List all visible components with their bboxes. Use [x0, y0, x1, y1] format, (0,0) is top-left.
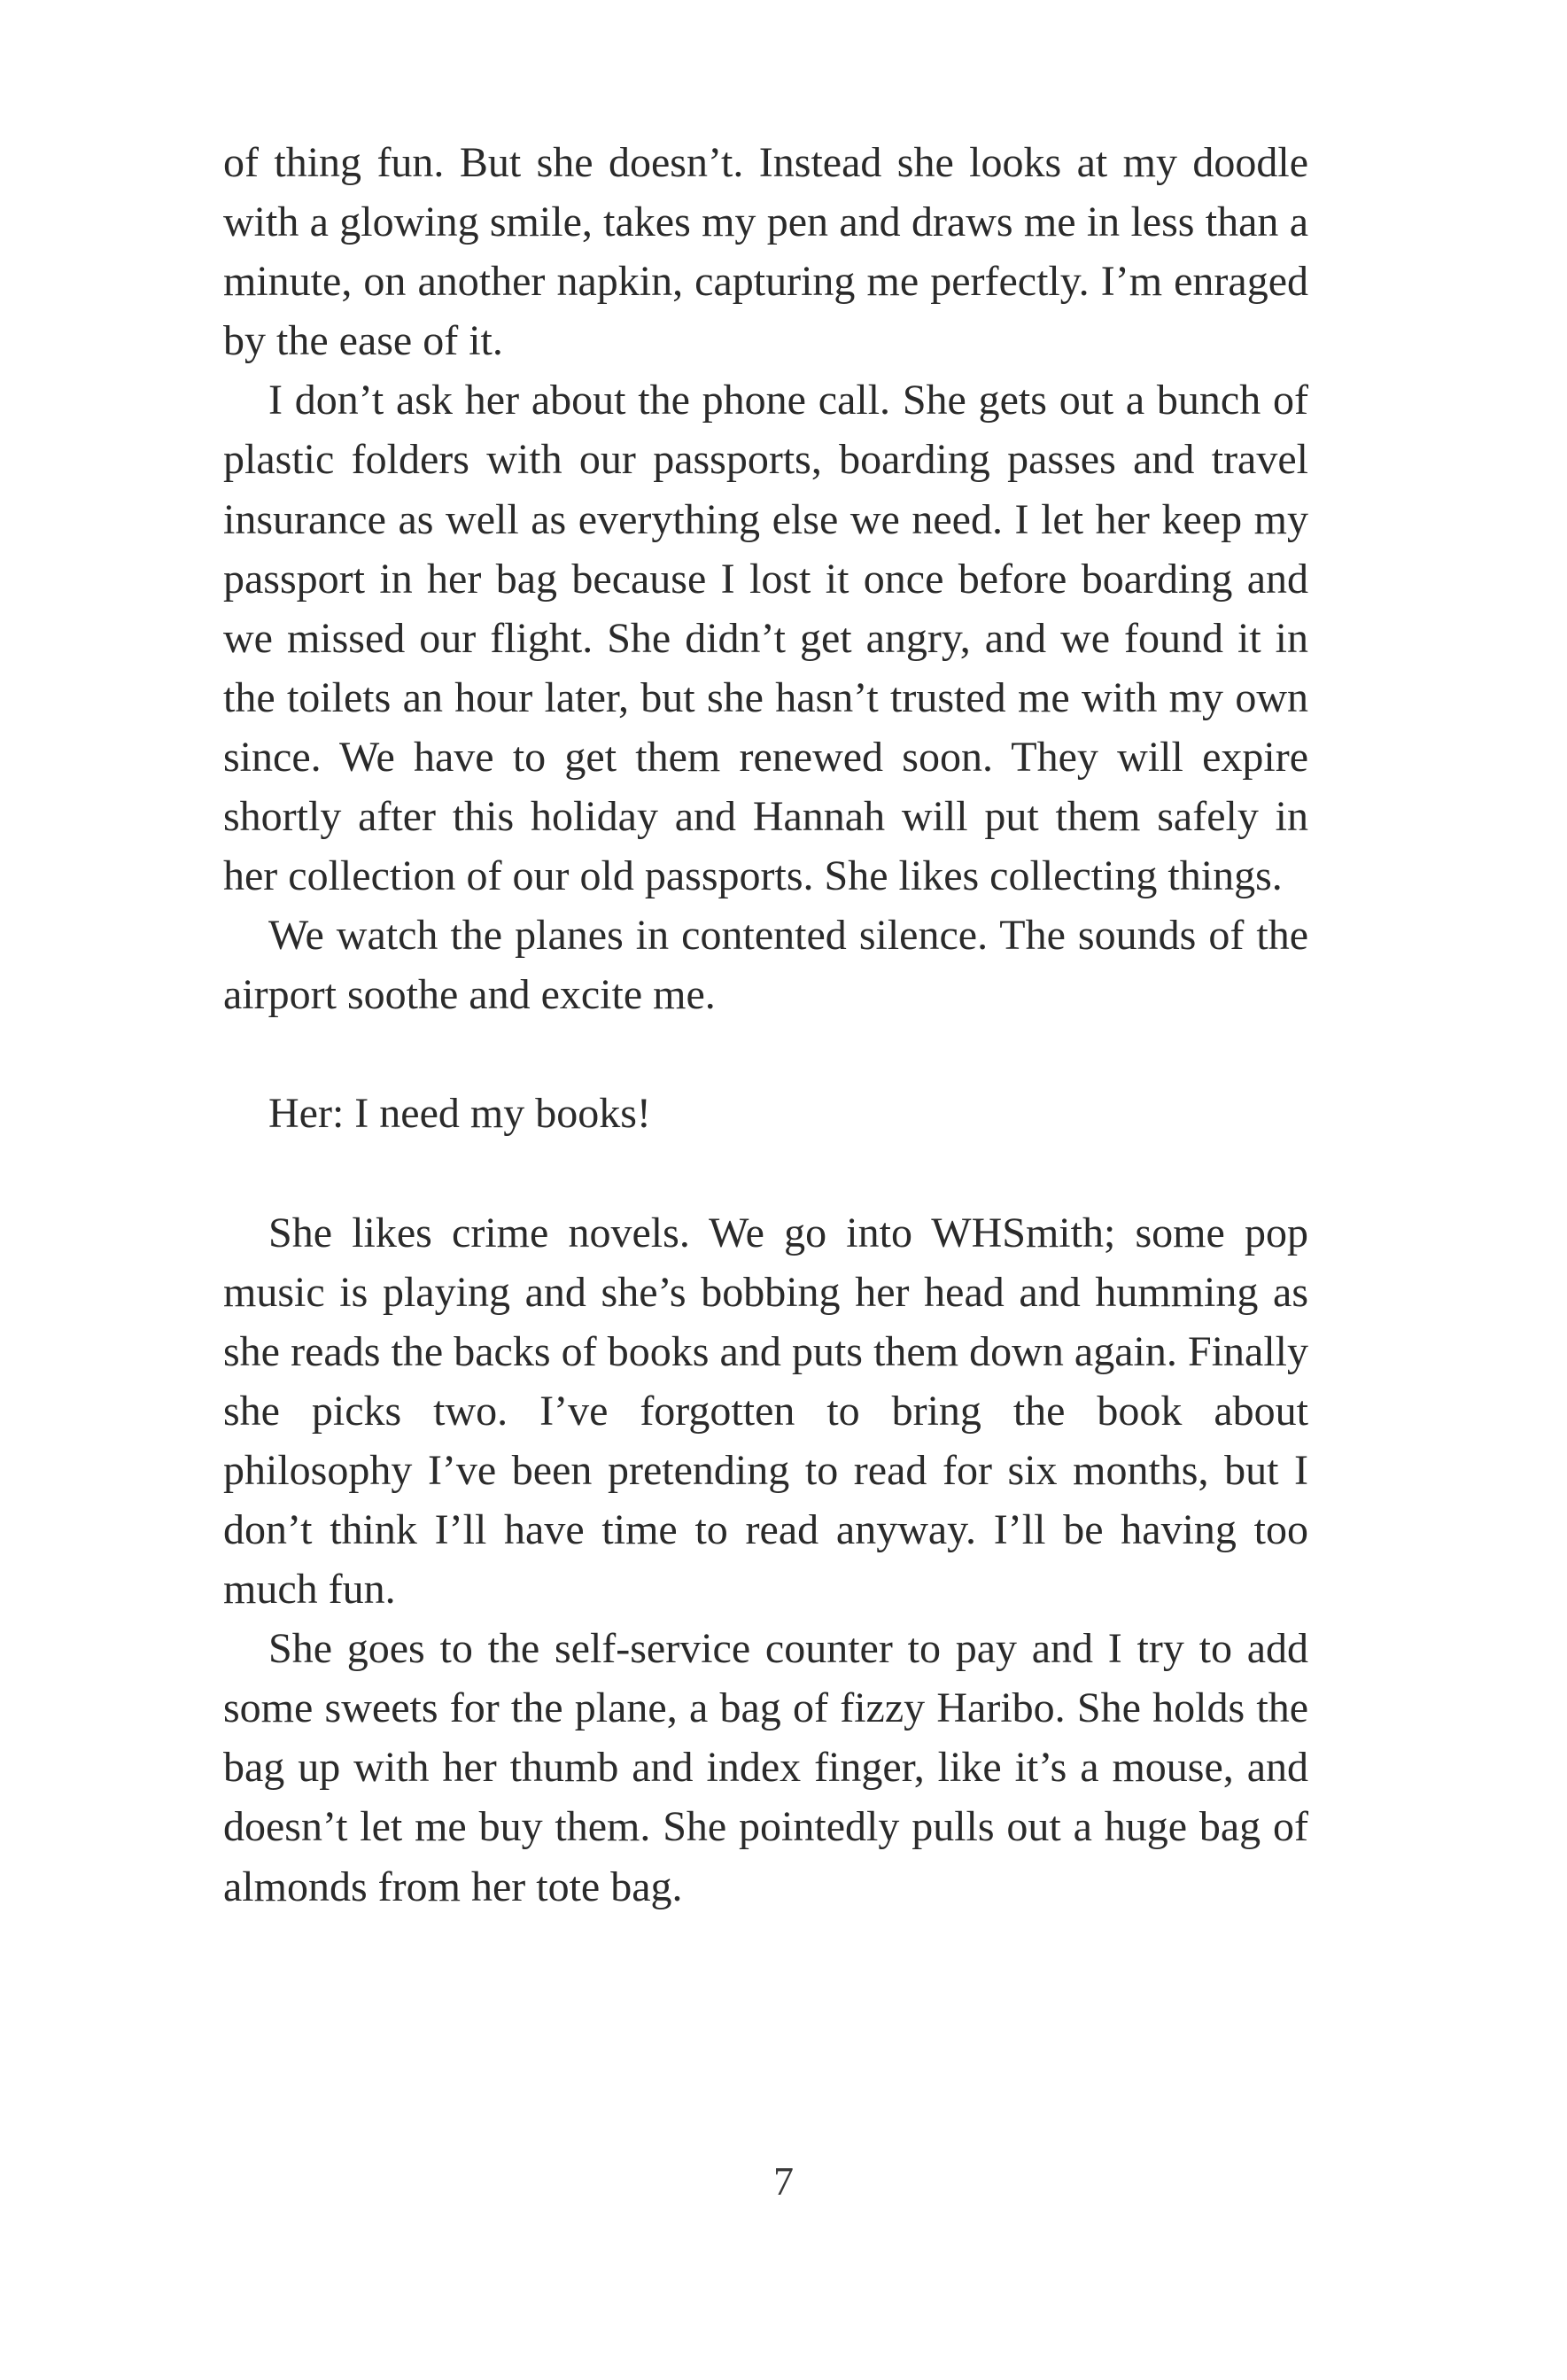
paragraph-sweets: She goes to the self-service counter to pay and I try to add some sweets for the plane, a bag of fizzy Haribo. She holds the bag up with her thumb and index finger, like it’s a mouse, and doesn’t let me buy them. She pointedly pulls out a huge bag of almonds from her tote bag. — [223, 1625, 1308, 1910]
paragraph-passports: I don’t ask her about the phone call. She gets out a bunch of plastic folders with our passports, boarding passes and travel insurance as well as everything else we need. I let her keep my passport in her bag because I lost it once before boarding and we missed our flight. She didn’t get angry, and we found it in the toilets an hour later, but she hasn’t trusted me with my own since. We have to get them renewed soon. They will expire shortly after this holiday and Hannah will put them safely in her collection of our old passports. She likes collecting things. — [223, 377, 1308, 900]
paragraph-bookshop: She likes crime novels. We go into WHSmith; some pop music is playing and she’s bobbing her head and humming as she reads the backs of books and puts them down again. Finally she picks two. I’ve forgotten to bring the book about philosophy I’ve been pretending to read for six months, but I don’t think I’ll have time to read anyway. I’ll be having too much fun. — [223, 1209, 1308, 1614]
body-text — [223, 133, 1308, 1917]
page-number: 7 — [773, 2158, 794, 2204]
paragraph-planes: We watch the planes in contented silence. The sounds of the airport soothe and excite me. — [223, 912, 1308, 1019]
paragraph-continued: of thing fun. But she doesn’t. Instead she looks at my doodle with a glowing smile, takes my pen and draws me in less than a minute, on another napkin, capturing me perfectly. I’m enraged by the ease of it. — [223, 139, 1308, 365]
dialogue-line: Her: I need my books! — [268, 1090, 651, 1138]
